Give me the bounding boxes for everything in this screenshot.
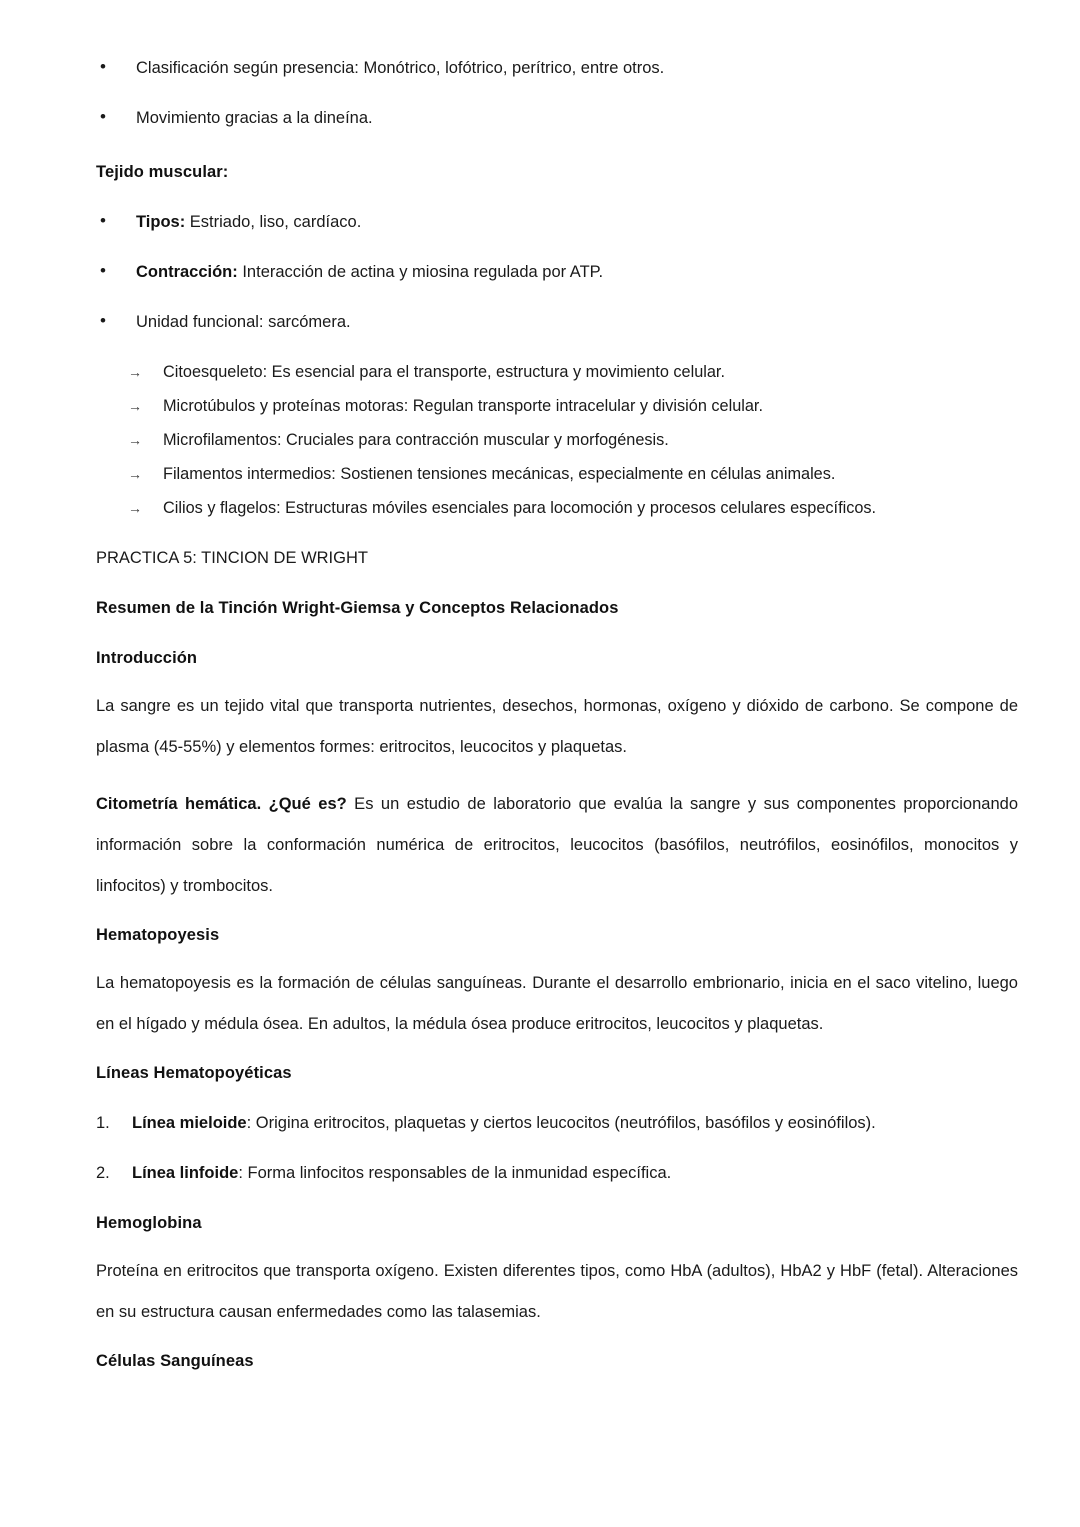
- sub-item-text: Citoesqueleto: Es esencial para el transporte, estructura y movimiento celular.: [163, 363, 725, 381]
- list-item: [100, 210, 1018, 234]
- bullet-text: Clasificación según presencia: Monótrico, lofótrico, perítrico, entre otros.: [136, 59, 665, 77]
- list-item-lead: Línea mieloide: [132, 1114, 247, 1132]
- list-item-lead: Línea linfoide: [132, 1164, 239, 1182]
- bullet-lead: Contracción:: [136, 263, 238, 281]
- list-item: [128, 496, 1018, 520]
- list-item: [100, 310, 1018, 334]
- bullet-text: Movimiento gracias a la dineína.: [136, 109, 373, 127]
- introduccion-paragraph: La sangre es un tejido vital que transporta nutrientes, desechos, hormonas, oxígeno y dióxido de carbono. Se compone de plasma (45-55%) y elementos formes: eritrocitos, leucocitos y plaquetas.: [96, 697, 1018, 756]
- list-item-number: 1.: [96, 1114, 110, 1132]
- citoesqueleto-sub-list: [96, 360, 1018, 520]
- tejido-muscular-bullet-list: [96, 210, 1018, 334]
- bullet-lead: Tipos:: [136, 213, 186, 231]
- bullet-text: Interacción de actina y miosina regulada por ATP.: [237, 263, 604, 281]
- list-item: [96, 1161, 1018, 1185]
- bullet-text: Unidad funcional: sarcómera.: [136, 313, 351, 331]
- list-item-number: 2.: [96, 1164, 110, 1182]
- list-item: [100, 260, 1018, 284]
- section-heading-celulas-sanguineas: Células Sanguíneas: [96, 1352, 254, 1370]
- flagella-bullet-list: [96, 56, 1018, 130]
- list-item: [128, 428, 1018, 452]
- list-item: [128, 462, 1018, 486]
- section-heading-hematopoyesis: Hematopoyesis: [96, 926, 220, 944]
- list-item-text: : Origina eritrocitos, plaquetas y ciertos leucocitos (neutrófilos, basófilos y eosinófilos).: [246, 1114, 876, 1132]
- list-item: [100, 106, 1018, 130]
- list-item: [96, 1111, 1018, 1135]
- section-heading-tejido-muscular: Tejido muscular:: [96, 163, 229, 181]
- bullet-text: Estriado, liso, cardíaco.: [185, 213, 362, 231]
- sub-item-text: Filamentos intermedios: Sostienen tensiones mecánicas, especialmente en células animales.: [163, 465, 836, 483]
- section-heading-introduccion: Introducción: [96, 649, 198, 667]
- sub-item-text: Microtúbulos y proteínas motoras: Regulan transporte intracelular y división celular.: [163, 397, 763, 415]
- sub-item-text: Cilios y flagelos: Estructuras móviles esenciales para locomoción y procesos celulares específicos.: [163, 499, 877, 517]
- sub-item-text: Microfilamentos: Cruciales para contracción muscular y morfogénesis.: [163, 431, 669, 449]
- list-item: [128, 360, 1018, 384]
- list-item-text: : Forma linfocitos responsables de la inmunidad específica.: [238, 1164, 672, 1182]
- document-content: [96, 0, 1018, 1373]
- practica-title: PRACTICA 5: TINCION DE WRIGHT: [96, 549, 368, 567]
- hematopoyesis-paragraph: La hematopoyesis es la formación de células sanguíneas. Durante el desarrollo embrionario, inicia en el saco vitelino, luego en el hígado y médula ósea. En adultos, la médula ósea produce eritrocitos, leucocitos y plaquetas.: [96, 974, 1018, 1033]
- citometria-lead: Citometría hemática. ¿Qué es?: [96, 795, 347, 813]
- list-item: [100, 56, 1018, 80]
- summary-heading: Resumen de la Tinción Wright-Giemsa y Conceptos Relacionados: [96, 599, 619, 617]
- lineas-hematopoyeticas-list: [96, 1111, 1018, 1185]
- citometria-rest: Es un estudio de laboratorio que evalúa la sangre y sus componentes proporcionando información sobre la conformación numérica de eritrocitos, leucocitos (basófilos, neutrófilos, eosinófilos, monocitos y linfocitos) y trombocitos.: [96, 795, 1018, 895]
- hemoglobina-paragraph: Proteína en eritrocitos que transporta oxígeno. Existen diferentes tipos, como HbA (adultos), HbA2 y HbF (fetal). Alteraciones en su estructura causan enfermedades como las talasemias.: [96, 1262, 1018, 1321]
- list-item: [128, 394, 1018, 418]
- citometria-paragraph: [96, 784, 1018, 907]
- section-heading-lineas-hematopoyeticas: Líneas Hematopoyéticas: [96, 1064, 292, 1082]
- section-heading-hemoglobina: Hemoglobina: [96, 1214, 202, 1232]
